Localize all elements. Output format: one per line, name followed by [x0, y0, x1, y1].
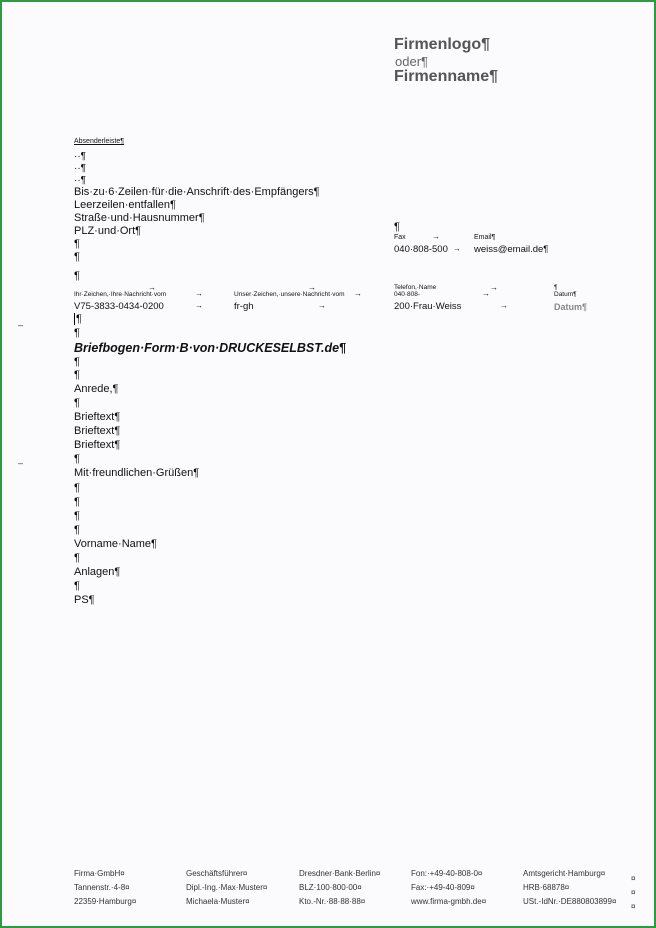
tab-arrow-icon: → [195, 289, 203, 298]
address-line: Bis·zu·6·Zeilen·für·die·Anschrift·des·Empfängers¶ [74, 186, 320, 198]
address-line: PLZ·und·Ort¶ [74, 225, 142, 237]
closing: Mit·freundlichen·Grüßen¶ [74, 467, 200, 479]
cell-end-mark: ¤ [631, 874, 636, 883]
subject-line: Briefbogen·Form·B·von·DRUCKESELBST.de¶ [74, 341, 346, 355]
footer-company: Tannenstr.·4-8¤ [74, 883, 130, 892]
fax-value: 040·808-500 [394, 244, 448, 255]
footer-registry: Amtsgericht·Hamburg¤ [523, 869, 606, 878]
footer-management: Geschäftsführer¤ [186, 869, 248, 878]
ref-label-phone-number: 040·808- [394, 291, 421, 298]
footer-company: Firma·GmbH¤ [74, 869, 125, 878]
footer-contact: Fax:·+49-40-809¤ [411, 883, 475, 892]
empty-paragraph: ¶ [74, 510, 80, 522]
footer-management: Michaela·Muster¤ [186, 897, 250, 906]
empty-paragraph: ¶ [74, 496, 80, 508]
email-value: weiss@email.de¶ [474, 244, 549, 255]
logo-line-3: Firmenname¶ [394, 68, 499, 85]
tab-arrow-icon: → [482, 289, 490, 298]
address-line: ··¶ [74, 175, 87, 186]
ref-label-your-sign: Ihr·Zeichen,·Ihre·Nachricht·vom [74, 291, 167, 298]
tab-arrow-icon: → [500, 301, 508, 310]
address-line: ¶ [74, 251, 80, 263]
fold-mark: – [18, 320, 24, 330]
footer-registry: HRB·68878¤ [523, 883, 570, 892]
footer-company: 22359·Hamburg¤ [74, 897, 137, 906]
text-cursor[interactable]: ¶ [76, 313, 82, 325]
ref-label-our-sign: Unser·Zeichen,·unsere·Nachricht·vom [234, 291, 345, 298]
footer-registry: USt.-IdNr.·DE880803899¤ [523, 897, 617, 906]
empty-paragraph: ¶ [74, 580, 80, 592]
tab-arrow-icon: → [490, 283, 498, 292]
tab-arrow-icon: → [453, 244, 461, 253]
tab-arrow-icon: → [432, 232, 440, 241]
cell-end-mark: ¤ [631, 888, 636, 897]
address-line: ··¶ [74, 151, 87, 162]
tab-arrow-icon: → [354, 289, 362, 298]
empty-paragraph: ¶ [74, 397, 80, 409]
email-label: Email¶ [474, 234, 496, 241]
footer-contact: Fon:·+49-40-808-0¤ [411, 869, 483, 878]
tab-arrow-icon: → [318, 301, 326, 310]
fax-label: Fax [394, 234, 406, 241]
empty-paragraph: ¶ [74, 327, 80, 339]
empty-paragraph: ¶ [74, 524, 80, 536]
footer-management: Dipl.-Ing.·Max·Muster¤ [186, 883, 268, 892]
postscript: PS¶ [74, 594, 95, 606]
signature-name: Vorname·Name¶ [74, 538, 157, 550]
ref-value-our-sign: fr-gh [234, 301, 254, 312]
footer-bank: BLZ·100·800·00¤ [299, 883, 362, 892]
address-line: ¶ [74, 270, 80, 282]
salutation: Anrede,¶ [74, 383, 119, 395]
address-line: Straße·und·Hausnummer¶ [74, 212, 205, 224]
attachments: Anlagen¶ [74, 566, 121, 578]
address-line: ¶ [74, 238, 80, 250]
contact-pilcrow: ¶ [394, 221, 400, 233]
ref-value-date: Datum¶ [554, 302, 588, 312]
ref-value-phone: 200·Frau·Weiss [394, 301, 462, 312]
empty-paragraph: ¶ [74, 482, 80, 494]
empty-paragraph: ¶ [74, 453, 80, 465]
body-text-line: Brieftext¶ [74, 425, 121, 437]
footer-bank: Dresdner·Bank·Berlin¤ [299, 869, 381, 878]
address-line: ··¶ [74, 163, 87, 174]
ref-value-your-sign: V75-3833-0434-0200 [74, 301, 164, 312]
footer-contact: www.firma-gmbh.de¤ [411, 897, 487, 906]
body-text-line: Brieftext¶ [74, 439, 121, 451]
logo-line-1: Firmenlogo¶ [394, 36, 491, 53]
tab-arrow-icon: → [148, 283, 156, 292]
footer-bank: Kto.-Nr.·88·88·88¤ [299, 897, 366, 906]
empty-paragraph: ¶ [74, 369, 80, 381]
ref-label-date-pilcrow: ¶ [554, 284, 558, 291]
empty-paragraph: ¶ [74, 356, 80, 368]
logo-line-2: oder¶ [395, 54, 429, 69]
sender-line: Absenderleiste¶ [74, 138, 125, 145]
address-line: Leerzeilen·entfallen¶ [74, 199, 176, 211]
ref-label-date: Datum¶ [554, 291, 577, 298]
body-text-line: Brieftext¶ [74, 411, 121, 423]
tab-arrow-icon: → [308, 283, 316, 292]
empty-paragraph: ¶ [74, 552, 80, 564]
fold-mark: – [18, 458, 24, 468]
cell-end-mark: ¤ [631, 902, 636, 911]
tab-arrow-icon: → [195, 301, 203, 310]
ref-label-phone-name: Telefon,·Name [394, 284, 437, 291]
